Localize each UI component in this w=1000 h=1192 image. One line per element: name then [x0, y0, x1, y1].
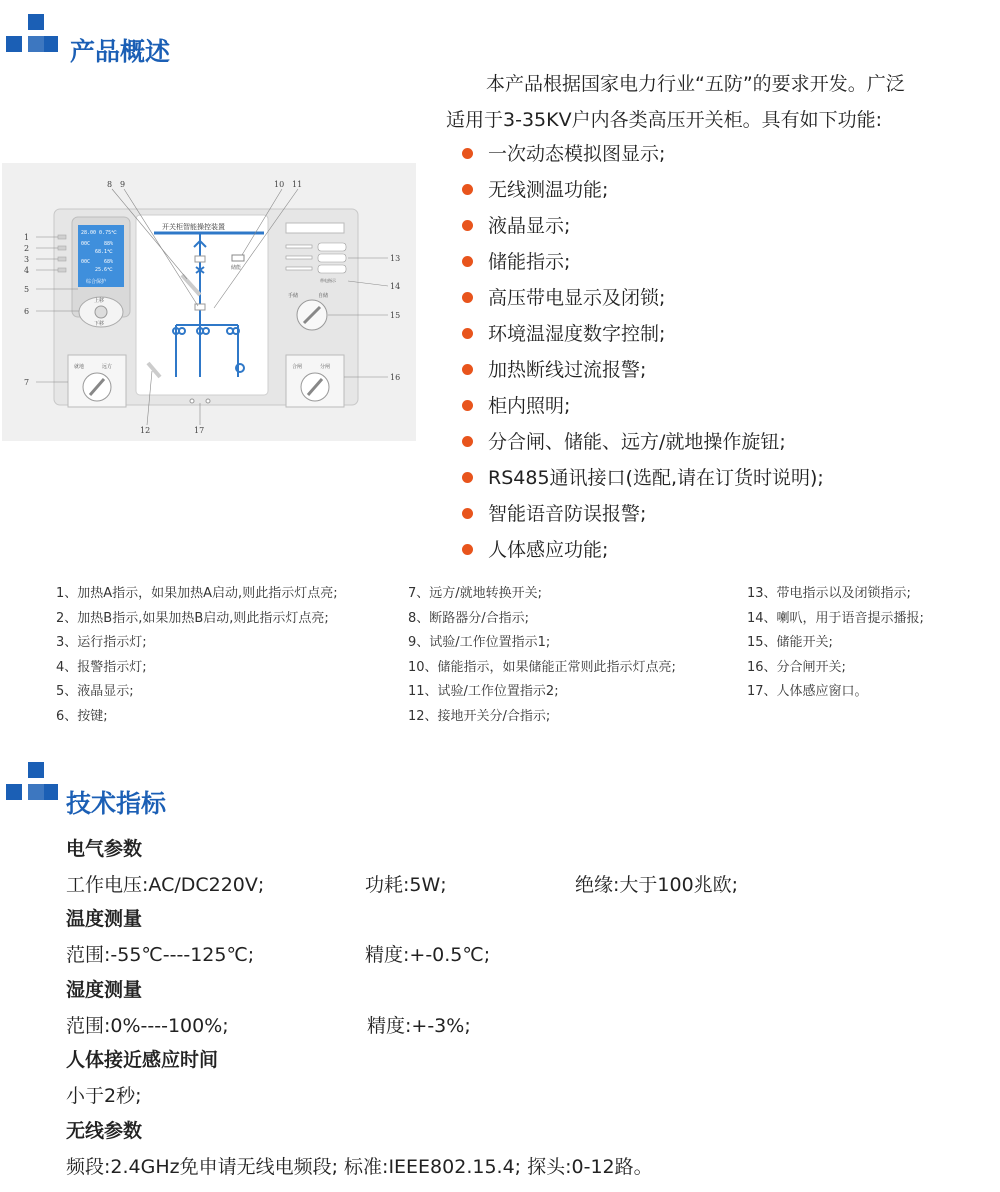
live-indicator-cluster — [318, 254, 346, 262]
bullet-dot-icon — [462, 292, 473, 303]
spec-value: 范围:0%----100%; — [66, 1015, 229, 1037]
feature-text: 一次动态模拟图显示; — [488, 143, 666, 165]
callout-8: 8 — [107, 180, 113, 189]
legend-item: 16、分合闸开关; — [747, 659, 846, 675]
spec-value: 绝缘:大于100兆欧; — [575, 874, 739, 896]
body-sensor-window — [206, 399, 210, 403]
feature-item — [460, 462, 824, 498]
device-panel-drawing — [2, 163, 416, 441]
legend-item: 11、试验/工作位置指示2; — [408, 684, 559, 699]
feature-item — [460, 282, 824, 318]
callout-16: 16 — [390, 373, 401, 382]
lcd-text: 28.00 0.75℃ — [81, 230, 117, 236]
knob-label: 手储 — [288, 293, 299, 299]
feature-text: RS485通讯接口(选配,请在订货时说明); — [488, 467, 824, 489]
callout-15: 15 — [390, 311, 401, 320]
callout-12: 12 — [140, 426, 151, 435]
spec-value: 小于2秒; — [66, 1085, 142, 1107]
intro-line: 本产品根据国家电力行业“五防”的要求开发。广泛 — [486, 73, 905, 95]
spec-value: 精度:+-3%; — [367, 1015, 471, 1037]
bullet-dot-icon — [462, 436, 473, 447]
callout-5: 5 — [24, 285, 30, 294]
keypad-center-button[interactable] — [95, 306, 107, 318]
knob-label: 就地 — [74, 364, 85, 370]
run-indicator — [58, 257, 66, 261]
lcd-text: 88% — [104, 241, 114, 247]
feature-item — [460, 534, 824, 570]
lcd-text: 00C — [81, 259, 91, 265]
live-indicator-bar — [286, 245, 312, 248]
feature-text: 液晶显示; — [488, 215, 571, 237]
legend-item: 6、按键; — [56, 708, 108, 724]
section-title: 产品概述 — [70, 37, 171, 66]
lcd-text: 25.6℃ — [95, 267, 113, 273]
intro-line: 适用于3-35KV户内各类高压开关柜。具有如下功能: — [446, 109, 882, 131]
storage-label: 储能 — [231, 265, 242, 271]
feature-item — [460, 390, 824, 426]
feature-text: 储能指示; — [488, 251, 571, 273]
callout-13: 13 — [390, 254, 401, 263]
callout-10: 10 — [274, 180, 285, 189]
legend-item: 1、加热A指示，如果加热A启动,则此指示灯点亮; — [56, 586, 338, 601]
feature-text: 柜内照明; — [488, 395, 571, 417]
callout-7: 7 — [24, 378, 30, 387]
bullet-dot-icon — [462, 184, 473, 195]
spec-value: 范围:-55℃----125℃; — [66, 944, 255, 966]
lcd-text: 68% — [104, 259, 114, 265]
spec-heading: 无线参数 — [66, 1120, 143, 1142]
legend-column — [56, 584, 338, 731]
feature-text: 高压带电显示及闭锁; — [488, 287, 666, 309]
feature-text: 分合闸、储能、远方/就地操作旋钮; — [488, 431, 786, 453]
knob-label: 分闸 — [320, 364, 331, 370]
spec-heading: 人体接近感应时间 — [66, 1049, 219, 1071]
callout-17: 17 — [194, 426, 205, 435]
callout-4: 4 — [24, 266, 30, 275]
bullet-dot-icon — [462, 364, 473, 375]
panel-title: 开关柜智能操控装置 — [162, 223, 225, 231]
spec-heading: 电气参数 — [66, 838, 143, 860]
callout-2: 2 — [24, 244, 30, 253]
live-indicator-cluster — [318, 265, 346, 273]
legend-item: 9、试验/工作位置指示1; — [408, 635, 551, 650]
feature-item — [460, 498, 824, 534]
live-indicator-label: 带电指示 — [320, 278, 336, 283]
feature-item — [460, 426, 824, 462]
callout-3: 3 — [24, 255, 30, 264]
callout-1: 1 — [24, 233, 30, 242]
legend-item: 2、加热B指示,如果加热B启动,则此指示灯点亮; — [56, 610, 329, 626]
top-right-window — [286, 223, 344, 233]
legend-item: 7、远方/就地转换开关; — [408, 586, 543, 601]
key-down-label: 下移 — [94, 321, 105, 327]
bullet-dot-icon — [462, 148, 473, 159]
callout-14: 14 — [390, 282, 401, 291]
feature-text: 无线测温功能; — [488, 179, 609, 201]
legend-item: 4、报警指示灯; — [56, 659, 147, 675]
live-indicator-bar — [286, 267, 312, 270]
brand-squares-icon — [6, 14, 62, 78]
bullet-dot-icon — [462, 544, 473, 555]
section-header-specs — [6, 762, 406, 826]
legend-item: 12、接地开关分/合指示; — [408, 708, 551, 724]
spec-heading: 温度测量 — [66, 908, 143, 930]
intro-paragraph — [446, 66, 976, 138]
spec-value: 工作电压:AC/DC220V; — [66, 874, 265, 896]
feature-text: 智能语音防误报警; — [488, 503, 647, 525]
spec-value: 功耗:5W; — [365, 874, 447, 896]
feature-item — [460, 210, 824, 246]
heat-b-indicator — [58, 246, 66, 250]
legend-item: 3、运行指示灯; — [56, 635, 147, 650]
section-header-overview — [6, 14, 406, 78]
bullet-dot-icon — [462, 256, 473, 267]
body-sensor-window — [190, 399, 194, 403]
brand-squares-icon — [6, 762, 62, 826]
device-diagram — [2, 163, 416, 441]
knob-label: 远方 — [102, 364, 113, 370]
live-indicator-bar — [286, 256, 312, 259]
legend-item: 15、储能开关; — [747, 635, 833, 650]
feature-text: 加热断线过流报警; — [488, 359, 647, 381]
feature-item — [460, 174, 824, 210]
feature-item — [460, 318, 824, 354]
legend-item: 14、喇叭，用于语音提示播报; — [747, 610, 924, 626]
legend-item: 8、断路器分/合指示; — [408, 610, 530, 626]
heat-a-indicator — [58, 235, 66, 239]
legend-column — [408, 584, 676, 731]
storage-indicator — [232, 255, 244, 261]
lcd-text: 00C — [81, 241, 91, 247]
feature-text: 环境温湿度数字控制; — [488, 323, 666, 345]
spec-value: 频段:2.4GHz免申请无线电频段; 标准:IEEE802.15.4; 探头:0-12路。 — [66, 1156, 653, 1178]
bullet-dot-icon — [462, 400, 473, 411]
knob-label: 合闸 — [292, 364, 303, 370]
alarm-indicator — [58, 268, 66, 272]
bullet-dot-icon — [462, 328, 473, 339]
feature-item — [460, 354, 824, 390]
callout-11: 11 — [292, 180, 303, 189]
legend-item: 10、储能指示，如果储能正常则此指示灯点亮; — [408, 659, 676, 675]
callout-9: 9 — [120, 180, 126, 189]
live-indicator-cluster — [318, 243, 346, 251]
feature-item — [460, 246, 824, 282]
feature-item — [460, 138, 824, 174]
feature-list — [460, 138, 824, 570]
key-up-label: 上移 — [94, 298, 105, 304]
lcd-text: 68.1℃ — [95, 249, 113, 255]
bullet-dot-icon — [462, 472, 473, 483]
lcd-text: 综合保护 — [86, 279, 107, 285]
spec-value: 精度:+-0.5℃; — [365, 944, 491, 966]
legend-column — [747, 584, 924, 707]
feature-text: 人体感应功能; — [488, 539, 609, 561]
bullet-dot-icon — [462, 220, 473, 231]
knob-label: 自储 — [318, 293, 329, 299]
legend-item: 13、带电指示以及闭锁指示; — [747, 586, 911, 601]
bullet-dot-icon — [462, 508, 473, 519]
legend-item: 17、人体感应窗口。 — [747, 684, 868, 699]
legend-item: 5、液晶显示; — [56, 684, 134, 699]
section-title: 技术指标 — [66, 789, 167, 818]
callout-6: 6 — [24, 307, 30, 316]
spec-heading: 湿度测量 — [66, 979, 143, 1001]
